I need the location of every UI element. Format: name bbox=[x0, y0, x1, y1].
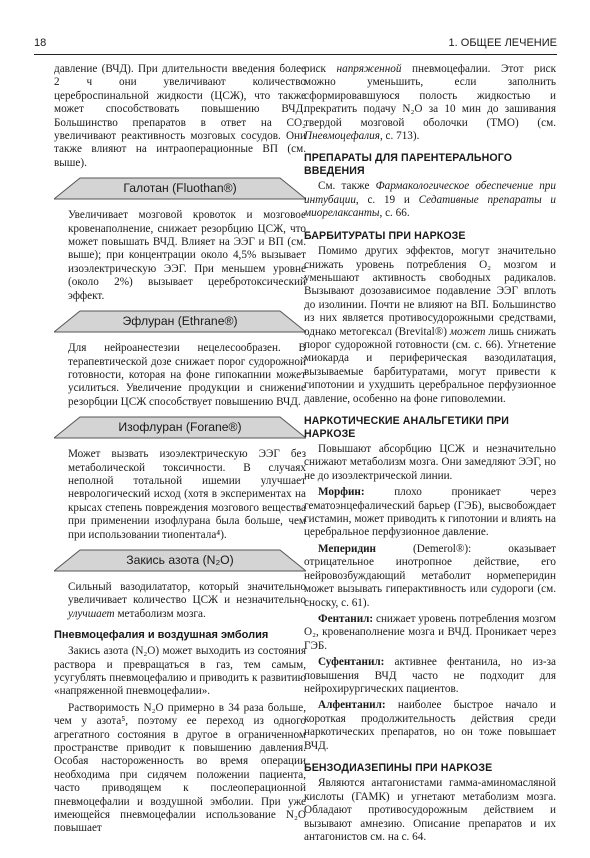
narcotics-heading: НАРКОТИЧЕСКИЕ АНАЛЬГЕТИКИ ПРИ НАРКОЗЕ bbox=[304, 415, 509, 440]
barbiturates-heading: БАРБИТУРАТЫ ПРИ НАРКОЗЕ bbox=[304, 229, 466, 242]
embolism-p1: Закись азота (N₂O) может выходить из состояния раствора и превращаться в газ, тем самым, усугублять пневмоцефалию и приводить к развитию «напряженной пневмоцефалии». bbox=[54, 645, 306, 698]
morphine-entry: Морфин: плохо проникает через гематоэнцефалический барьер (ГЭБ), высвобождает гистамин, может приводить к гипотонии и влиять на церебральное перфузионное давление. bbox=[304, 486, 556, 539]
alfentanil-entry: Алфентанил: наиболее быстрое начало и короткая продолжительность действия среди наркотических препаратов, но он тоже повышает ВЧД. bbox=[304, 699, 556, 752]
n2o-text: Сильный вазодилататор, который значительно увеличивает количество ЦСЖ и незначительно улучшает метаболизм мозга. bbox=[68, 580, 306, 620]
drug-tab-halothane bbox=[54, 177, 306, 200]
drug-tab-label: Эфлуран (Ethrane®) bbox=[122, 313, 238, 328]
drug-tab-isoflurane bbox=[54, 416, 306, 439]
sufentanil-entry: Суфентанил: активнее фентанила, но из-за повышения ВЧД часто не подходит для нейрохирургических пациентов. bbox=[304, 656, 556, 695]
embolism-heading: Пневмоцефалия и воздушная эмболия bbox=[54, 629, 269, 642]
benzodiazepines-heading: БЕНЗОДИАЗЕПИНЫ ПРИ НАРКОЗЕ bbox=[304, 761, 493, 774]
meperidine-entry: Меперидин (Demerol®): оказывает отрицательное инотропное действие, его нейровозбуждающий метаболит нормеперидин может вызывать гиперактивность или судороги (см. сноску, с. 61). bbox=[304, 542, 556, 609]
continuation-paragraph: риск напряженной пневмоцефалии. Этот риск можно уменьшить, если заполнить сформировавшуюся полость жидкостью и прекратить подачу N₂O за 10 мин до зашивания твердой мозговой оболочки (ТМО) (см. Пневмоцефалия, с. 713). bbox=[304, 63, 557, 143]
running-header bbox=[34, 37, 557, 53]
intro-paragraph: давление (ВЧД). При длительности введения более 2 ч они увеличивают количество цереброспинальной жидкости (ЦСЖ), что также может способствовать повышению ВЧД. Большинство препаратов в ответ на CO₂ увеличивают реактивность мозговых сосудов. Они также влияют на интраоперационные ВП (см. выше). bbox=[54, 63, 306, 169]
right-column bbox=[304, 63, 556, 848]
halothane-text: Увеличивает мозговой кровоток и мозговое кровенаполнение, снижает резорбцию ЦСЖ, что может повышать ВЧД. Влияет на ЭЭГ и ВП (см. выше); при концентрации около 4,5% вызывает изоэлектрическую ЭЭГ. При меньшем уровне (около 2%) вызывает церебротоксический эффект. bbox=[68, 209, 306, 302]
fentanyl-entry: Фентанил: снижает уровень потребления мозгом O₂, кровенаполнение мозга и ВЧД. Проникает через ГЭБ. bbox=[304, 612, 556, 652]
drug-tab-label: Закись азота (N₂O) bbox=[126, 552, 234, 567]
drug-tab-n2o bbox=[54, 549, 306, 572]
enflurane-text: Для нейроанестезии нецелесообразен. В терапевтической дозе снижает порог судорожной готовности, которая на фоне гипокапнии может усилиться. Увеличение продукции и снижение резорбции ЦСЖ способствует повышению ВЧД. bbox=[68, 342, 306, 408]
drug-tab-label: Изофлуран (Forane®) bbox=[118, 419, 242, 434]
isoflurane-text: Может вызвать изоэлектрическую ЭЭГ без метаболической токсичности. В случаях неполной тотальной ишемии улучшает неврологический исход (хотя в экспериментах на крысах степень повреждения мозгового вещества при применении изофлурана была больше, чем при использовании тиопентала⁴). bbox=[68, 448, 306, 541]
header-rule bbox=[34, 54, 557, 55]
barbiturates-text: Помимо других эффектов, могут значительно снижать уровень потребления O₂ мозгом и уменьшают активность свободных радикалов. Вызывают дозозависимое подавление ЭЭГ вплоть до изолинии. Почти не влияют на ВП. Большинство из них является противосудорожными средствами, однако метогексал (Brevital®) может лишь снижать порог судорожной готовности (см. с. 66). Угнетение миокарда и периферическая вазодилатация, вызываемые барбитуратами, могут привести к гипотонии и ухудшить церебральное перфузионное давление, особенно на фоне гиповолемии. bbox=[304, 245, 556, 405]
chapter-title: 1. ОБЩЕЕ ЛЕЧЕНИЕ bbox=[448, 37, 557, 49]
parenteral-text: См. также Фармакологическое обеспечение при интубации, с. 19 и Седативные препараты и миорелаксанты, с. 66. bbox=[304, 180, 556, 220]
embolism-p2: Растворимость N₂O примерно в 34 раза больше, чем у азота⁵, поэтому ее переход из одного агрегатного состояния в другое в ограниченном пространстве приводит к повышению давления. Особая настороженность во время операции необходима при сидячем положении пациента, часто приводящем к послеоперационной пневмоцефалии и воздушной эмболии. При уже имеющейся пневмоцефалии использование N₂O повышает bbox=[54, 701, 306, 835]
benzodiazepines-text: Являются антагонистами гамма-аминомасляной кислоты (ГАМК) и угнетают метаболизм мозга. Обладают противосудорожным действием и вызывают амнезию. Описание препаратов и их антагонистов см. на с. 64. bbox=[304, 777, 556, 844]
left-column bbox=[54, 63, 306, 839]
parenteral-heading: ПРЕПАРАТЫ ДЛЯ ПАРЕНТЕРАЛЬНОГО ВВЕДЕНИЯ bbox=[304, 152, 513, 177]
page-number: 18 bbox=[34, 37, 47, 49]
drug-tab-label: Галотан (Fluothan®) bbox=[123, 181, 237, 196]
drug-tab-enflurane bbox=[54, 310, 306, 333]
narcotics-intro: Повышают абсорбцию ЦСЖ и незначительно снижают метаболизм мозга. Они замедляют ЭЭГ, но не до изоэлектрической линии. bbox=[304, 443, 556, 482]
